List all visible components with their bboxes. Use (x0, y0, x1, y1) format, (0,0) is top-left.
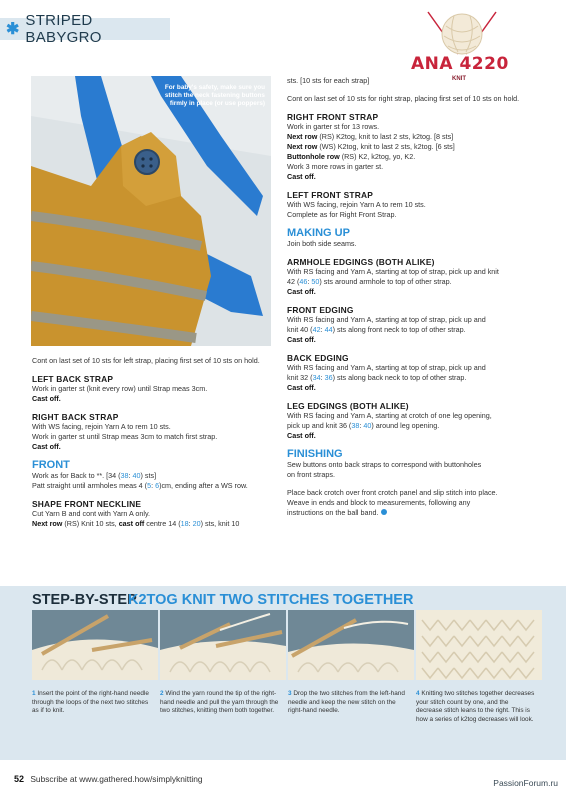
step-3-image (288, 610, 414, 680)
instruction-line: Work in garter st until Strap meas 3cm to match first strap. (32, 432, 218, 441)
instruction-line: knit 32 (34: 36) sts along back neck to top of other strap. (287, 373, 467, 382)
instruction-line: Place back crotch over front crotch panel and slip stitch into place. (287, 488, 498, 497)
cast-off-text: Cast off. (287, 287, 316, 296)
leg-edgings-section (287, 401, 537, 441)
instruction-line: Complete as for Right Front Strap. (287, 210, 397, 219)
front-section (32, 460, 268, 491)
cast-off-text: Cast off. (287, 431, 316, 440)
step-by-step-panel (0, 586, 566, 760)
instruction-line: Join both side seams. (287, 239, 357, 248)
instruction-line: Cut Yarn B and cont with Yarn A only. (32, 509, 150, 518)
right-front-strap-section (287, 112, 537, 182)
left-strap-intro: Cont on last set of 10 sts for left strap, placing first set of 10 sts on hold. (32, 356, 260, 365)
cast-off-text: Cast off. (32, 394, 61, 403)
section-header (0, 12, 170, 46)
step-2-image (160, 610, 286, 680)
section-title: STRIPED BABYGRO (25, 12, 102, 46)
instruction-line: Next row (RS) Knit 10 sts, cast off centre 14 (18: 20) sts, knit 10 (32, 519, 240, 528)
instruction-line: Patt straight until armholes meas 4 (5: 6)cm, ending after a WS row. (32, 481, 248, 490)
instruction-line: With WS facing, rejoin Yarn A to rem 10 sts. (287, 200, 426, 209)
front-edging-section (287, 305, 537, 345)
instruction-line: With RS facing and Yarn A, starting at crotch of one leg opening, (287, 411, 492, 420)
instruction-line: Cont on last set of 10 sts for right strap, placing first set of 10 sts on hold. (287, 94, 520, 103)
section-heading: FINISHING (287, 448, 343, 460)
subscribe-link[interactable]: Subscribe at www.gathered.how/simplyknitting (30, 774, 203, 784)
instruction-line: pick up and knit 36 (38: 40) around leg opening. (287, 421, 440, 430)
instruction-line: sts. [10 sts for each strap] (287, 76, 370, 85)
left-back-strap-section (32, 374, 268, 404)
back-edging-section (287, 353, 537, 393)
instruction-line: Weave in ends and block to measurements, following any (287, 498, 471, 507)
section-heading: LEG EDGINGS (BOTH ALIKE) (287, 401, 409, 411)
watermark: PassionForum.ru (493, 778, 558, 788)
instruction-line: With WS facing, rejoin Yarn A to rem 10 sts. (32, 422, 171, 431)
armhole-edgings-section (287, 257, 537, 297)
end-marker-icon (381, 509, 387, 515)
section-heading: SHAPE FRONT NECKLINE (32, 499, 142, 509)
section-heading: MAKING UP (287, 227, 350, 239)
cast-off-text: Cast off. (287, 335, 316, 344)
instruction-line: Sew buttons onto back straps to correspond with buttonholes (287, 460, 482, 469)
step-1-caption: 1 Insert the point of the right-hand needle through the loops of the next two stitches as if to knit. (32, 690, 149, 714)
right-column (287, 76, 537, 526)
instruction-line: Next row (WS) K2tog, knit to last 2 sts, k2tog. [6 sts] (287, 142, 455, 151)
steps-subheading: K2TOG KNIT TWO STITCHES TOGETHER (128, 592, 414, 608)
steps-heading: STEP-BY-STEP (32, 592, 137, 608)
instruction-line: instructions on the ball band. (287, 508, 537, 518)
step-1-image (32, 610, 158, 680)
left-front-strap-section (287, 190, 537, 220)
step-3-caption: 3 Drop the two stitches from the left-hand needle and keep the new stitch on the right-hand needle. (288, 690, 405, 714)
section-heading: LEFT BACK STRAP (32, 374, 114, 384)
logo-subtext: KNIT (452, 76, 466, 82)
right-back-strap-section (32, 412, 268, 452)
step-4-image (416, 610, 542, 680)
section-heading: FRONT (32, 459, 70, 471)
instruction-line: 42 (46: 50) sts around armhole to top of other strap. (287, 277, 452, 286)
finishing-section (287, 449, 537, 518)
cast-off-text: Cast off. (32, 442, 61, 451)
left-column (32, 356, 268, 537)
instruction-line: Buttonhole row (RS) K2, k2tog, yo, K2. (287, 152, 416, 161)
instruction-line: knit 40 (42: 44) sts along front neck to top of other strap. (287, 325, 466, 334)
yarn-logo (408, 8, 512, 86)
instruction-line: With RS facing and Yarn A, starting at top of strap, pick up and (287, 315, 486, 324)
instruction-line: Work as for Back to **. [34 (38: 40) sts] (32, 471, 157, 480)
page-number: 52 (14, 774, 25, 784)
instruction-line: Work in garter st (knit every row) until Strap meas 3cm. (32, 384, 208, 393)
section-heading: LEFT FRONT STRAP (287, 190, 374, 200)
page-footer (14, 774, 203, 784)
instruction-line: With RS facing and Yarn A, starting at top of strap, pick up and knit (287, 267, 499, 276)
instruction-line: on front straps. (287, 470, 335, 479)
section-heading: FRONT EDGING (287, 305, 354, 315)
cast-off-text: Cast off. (287, 172, 316, 181)
step-4-caption: 4 Knitting two stitches together decreases your stitch count by one, and the decrease stitch leans to the right. This is how a series of k2tog decreases will look. (416, 690, 535, 723)
babygro-photo (31, 76, 271, 346)
instruction-line: With RS facing and Yarn A, starting at top of strap, pick up and (287, 363, 486, 372)
instruction-line: Next row (RS) K2tog, knit to last 2 sts, k2tog. [8 sts] (287, 132, 454, 141)
yarn-ball-icon (408, 8, 512, 58)
instruction-line: Work 3 more rows in garter st. (287, 162, 384, 171)
section-heading: RIGHT BACK STRAP (32, 412, 119, 422)
photo-caption: For baby's safety, make sure you stitch the neck fastening buttons firmly in place (or use poppers) (164, 84, 265, 107)
making-up-section (287, 228, 537, 249)
logo-text: ANA 4220 (411, 54, 509, 74)
section-heading: RIGHT FRONT STRAP (287, 112, 379, 122)
asterisk-icon: ✱ (6, 21, 20, 38)
instruction-line: Work in garter st for 13 rows. (287, 122, 380, 131)
section-heading: BACK EDGING (287, 353, 349, 363)
shape-front-neckline-section (32, 499, 268, 529)
section-heading: ARMHOLE EDGINGS (BOTH ALIKE) (287, 257, 435, 267)
step-2-caption: 2 Wind the yarn round the tip of the right-hand needle and pull the yarn through the two stitches, knitting them both together. (160, 690, 279, 714)
cast-off-text: Cast off. (287, 383, 316, 392)
